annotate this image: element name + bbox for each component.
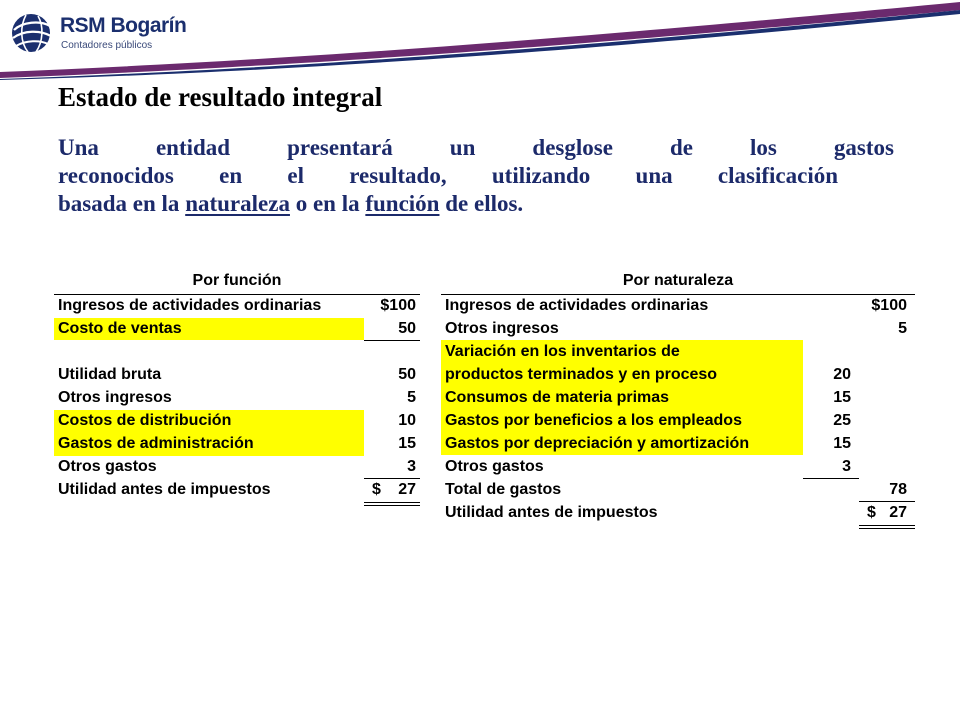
table-row: Ingresos de actividades ordinarias $100 [58, 297, 416, 314]
table-row: Otros ingresos 5 [445, 320, 907, 337]
table-por-naturaleza [441, 270, 915, 530]
table-row: Otros gastos 3 [445, 458, 851, 475]
intro-paragraph [58, 134, 894, 218]
table-row: productos terminados y en proceso 20 [445, 366, 851, 383]
paragraph-line-2: reconocidos en el resultado, utilizando una clasificación [58, 163, 838, 188]
table-por-funcion [54, 270, 420, 510]
brand-logo [10, 12, 310, 56]
table-row: Otros gastos 3 [58, 458, 416, 475]
table-row: Gastos de administración 15 [54, 433, 420, 455]
table-row: Costos de distribución 10 [54, 410, 420, 432]
table-row: Consumos de materia primas 15 [445, 389, 851, 406]
paragraph-line-1: Una entidad presentará un desglose de los gastos [58, 135, 894, 160]
table-row: Total de gastos 78 [445, 481, 907, 498]
table-header-por-funcion: Por función [192, 272, 282, 289]
table-row: Gastos por depreciación y amortización 15 [445, 435, 851, 452]
slide-header [0, 0, 960, 80]
table-row: Otros ingresos 5 [58, 389, 416, 406]
table-row: Costo de ventas 50 [54, 318, 420, 340]
table-row: Utilidad bruta 50 [58, 366, 416, 383]
table-row: Ingresos de actividades ordinarias $100 [445, 297, 907, 314]
brand-name: RSM Bogarín [60, 14, 187, 37]
table-row: Utilidad antes de impuestos $ 27 [445, 504, 907, 521]
paragraph-line-3: basada en la naturaleza o en la función de ellos. [58, 191, 524, 216]
keyword-naturaleza: naturaleza [185, 191, 290, 216]
table-row: Variación en los inventarios de [445, 343, 680, 360]
table-row: Gastos por beneficios a los empleados 25 [445, 412, 851, 429]
keyword-funcion: función [365, 191, 440, 216]
globe-icon [10, 12, 54, 56]
table-header-por-naturaleza: Por naturaleza [622, 272, 734, 289]
brand-tagline: Contadores públicos [61, 40, 153, 51]
slide-title: Estado de resultado integral [58, 82, 383, 112]
table-row: Utilidad antes de impuestos $ 27 [58, 481, 416, 498]
